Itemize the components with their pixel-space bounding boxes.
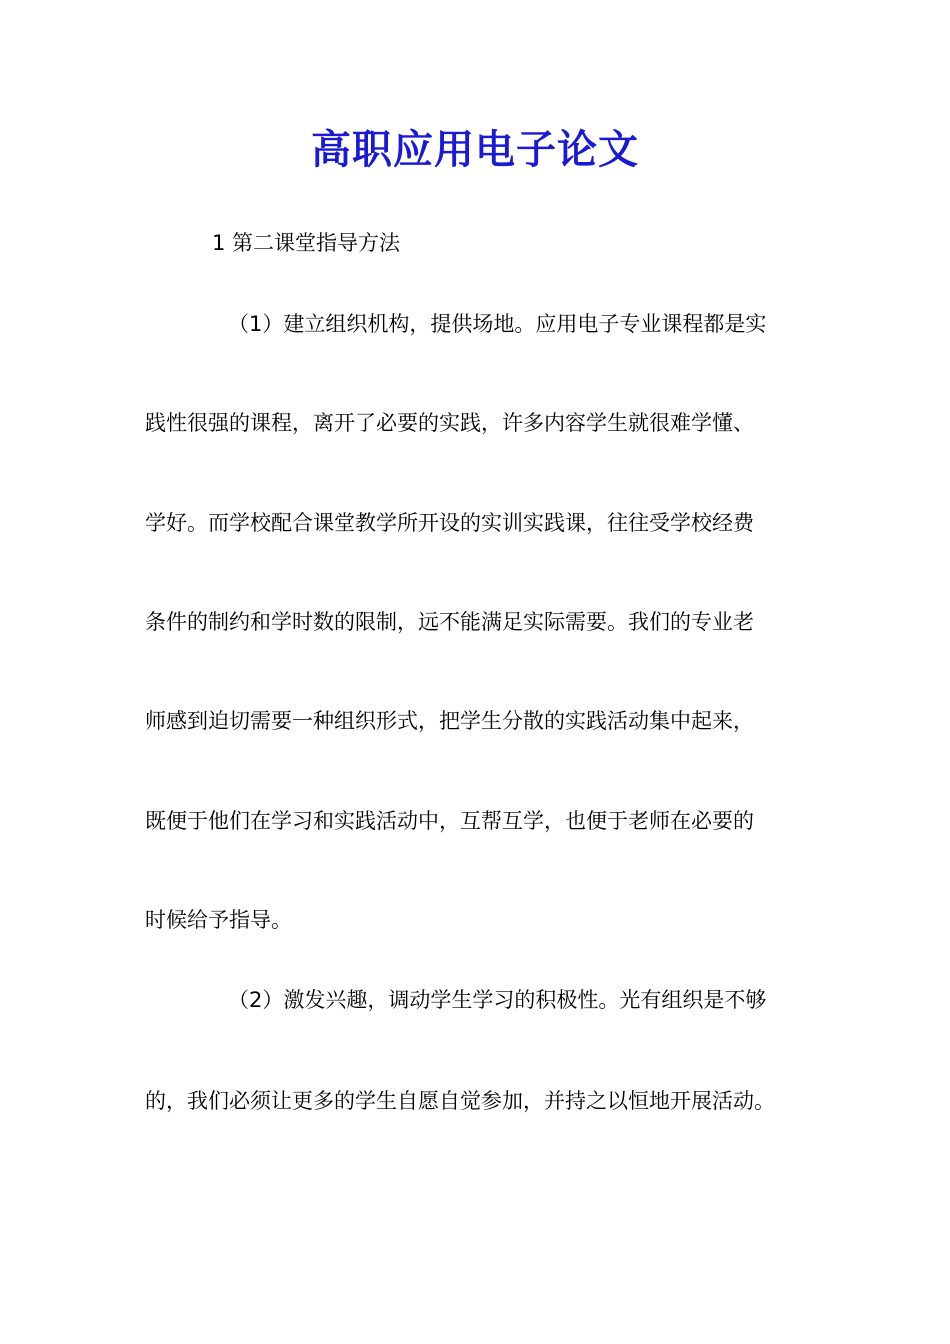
- paragraph-1-line-3: 学好。而学校配合课堂教学所开设的实训实践课，往往受学校经费: [145, 511, 754, 535]
- paragraph-1-line-4: 条件的制约和学时数的限制，远不能满足实际需要。我们的专业老: [145, 610, 754, 634]
- section-heading: 1 第二课堂指导方法: [212, 231, 401, 255]
- paragraph-1-line-6: 既便于他们在学习和实践活动中，互帮互学，也便于老师在必要的: [145, 809, 754, 833]
- document-title: 高职应用电子论文: [311, 127, 639, 173]
- paragraph-2-line-2: 的，我们必须让更多的学生自愿自觉参加，并持之以恒地开展活动。: [145, 1089, 775, 1113]
- paragraph-1-line-2: 践性很强的课程，离开了必要的实践，许多内容学生就很难学懂、: [145, 411, 754, 435]
- paragraph-1-line-5: 师感到迫切需要一种组织形式，把学生分散的实践活动集中起来，: [145, 709, 754, 733]
- paragraph-2-line-1: （2）激发兴趣，调动学生学习的积极性。光有组织是不够: [228, 988, 767, 1012]
- paragraph-1-line-1: （1）建立组织机构，提供场地。应用电子专业课程都是实: [228, 312, 767, 336]
- paragraph-1-line-7: 时候给予指导。: [145, 908, 292, 932]
